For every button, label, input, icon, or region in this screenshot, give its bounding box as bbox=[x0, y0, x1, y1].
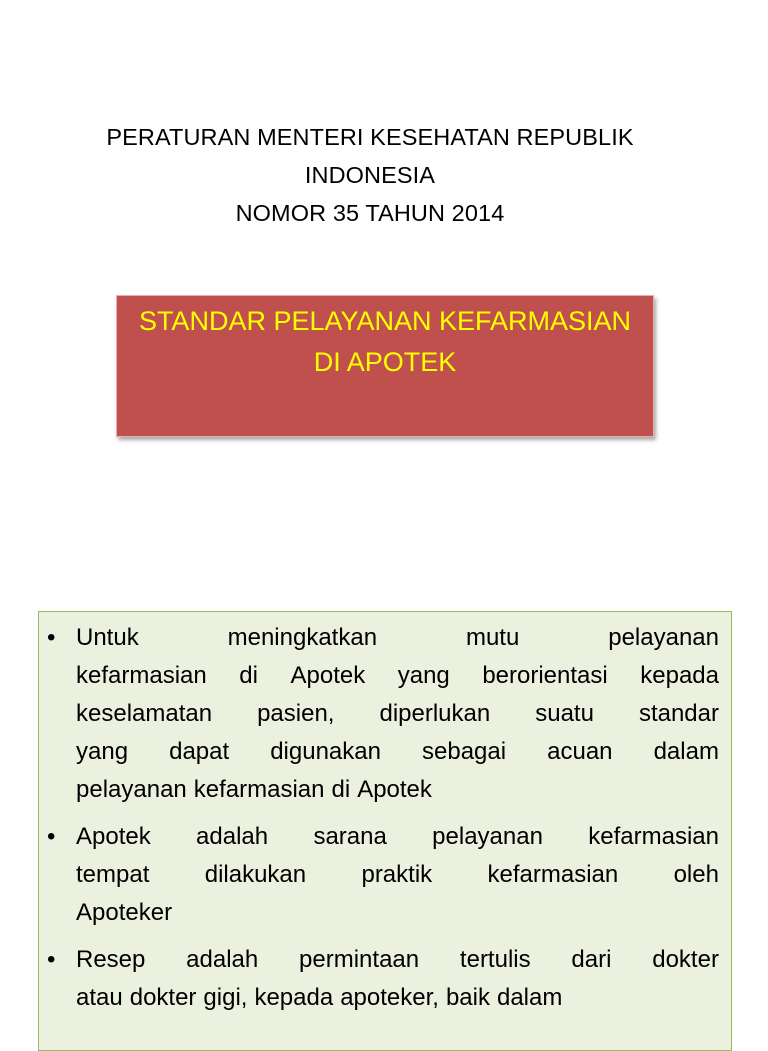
content-box bbox=[38, 611, 732, 1051]
bullet-line: yang dapat digunakan sebagai acuan dalam bbox=[76, 738, 719, 765]
bullet-line: atau dokter gigi, kepada apoteker, baik dalam bbox=[76, 984, 563, 1011]
bullet-icon: • bbox=[47, 946, 56, 973]
bullet-icon: • bbox=[47, 624, 56, 651]
bullet-line: keselamatan pasien, diperlukan suatu standar bbox=[76, 700, 719, 727]
bullet-line: pelayanan kefarmasian di Apotek bbox=[76, 776, 432, 803]
bullet-item bbox=[39, 619, 731, 809]
bullet-line: Resep adalah permintaan tertulis dari dokter bbox=[76, 946, 719, 973]
bullet-item bbox=[39, 941, 731, 1017]
bullet-text bbox=[76, 941, 719, 1017]
regulation-header bbox=[60, 118, 680, 232]
slide-title-line-1: STANDAR PELAYANAN KEFARMASIAN bbox=[138, 306, 632, 336]
bullet-text bbox=[76, 818, 719, 932]
header-line-1: PERATURAN MENTERI KESEHATAN REPUBLIK bbox=[106, 124, 634, 150]
slide-title-line-2: DI APOTEK bbox=[313, 347, 457, 377]
bullet-line: Apoteker bbox=[76, 899, 173, 926]
bullet-icon: • bbox=[47, 823, 56, 850]
slide-title-box bbox=[116, 295, 654, 437]
bullet-item bbox=[39, 818, 731, 932]
bullet-line: tempat dilakukan praktik kefarmasian oleh bbox=[76, 861, 719, 888]
bullet-line: Untuk meningkatkan mutu pelayanan bbox=[76, 624, 719, 651]
bullet-line: kefarmasian di Apotek yang berorientasi kepada bbox=[76, 662, 719, 689]
bullet-list bbox=[39, 619, 731, 1026]
bullet-line: Apotek adalah sarana pelayanan kefarmasian bbox=[76, 823, 719, 850]
header-line-2: INDONESIA bbox=[304, 162, 436, 188]
header-line-3: NOMOR 35 TAHUN 2014 bbox=[235, 200, 505, 226]
bullet-text bbox=[76, 619, 719, 809]
